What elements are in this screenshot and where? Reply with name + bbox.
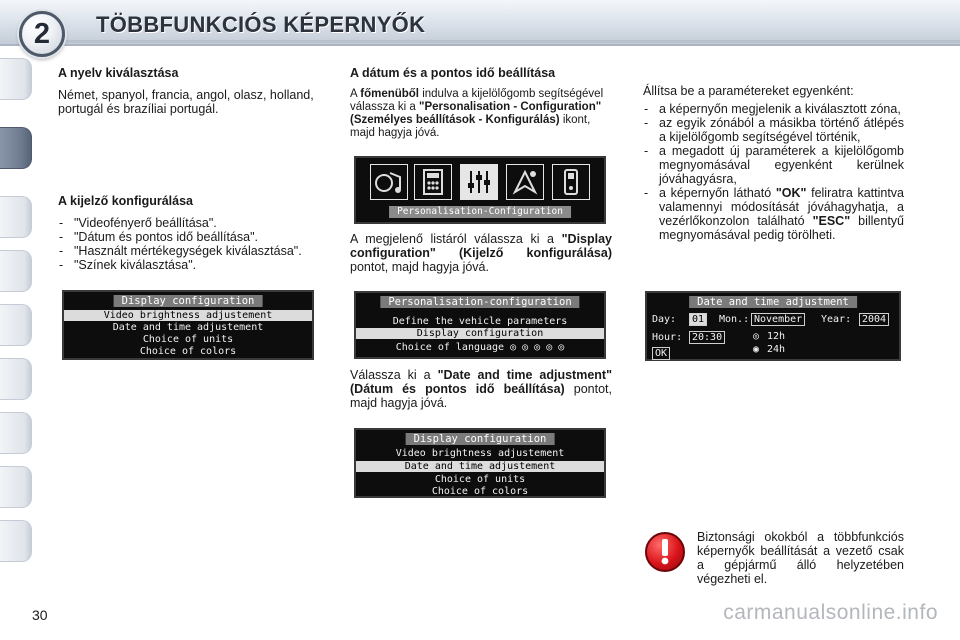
chapter-tab[interactable] (0, 196, 32, 238)
language-text: Német, spanyol, francia, angol, olasz, holland, portugál és brazíliai portugál. (58, 88, 314, 116)
screen-menu-row: Date and time adjustement (112, 322, 264, 333)
screen-menu-row: Choice of units (434, 474, 526, 485)
list-item: - "Dátum és pontos idő beállítása". (58, 230, 322, 244)
column-language-display (58, 66, 320, 116)
screen-caption: Personalisation-Configuration (389, 206, 571, 218)
watermark: carmanualsonline.info (723, 601, 938, 624)
list-item: - "Videofényerő beállítása". (58, 216, 322, 230)
chapter-tab[interactable] (0, 520, 32, 562)
personalisation-icons-screen (354, 156, 606, 224)
option-24h-label: 24h (767, 344, 786, 355)
navigation-icon (506, 164, 544, 200)
hour-field[interactable]: 20:30 (689, 331, 725, 344)
date-time-heading: A dátum és a pontos idő beállítása (350, 66, 556, 80)
safety-warning-text: Biztonsági okokból a többfunkciós képernyők beállítását a vezető csak a gépjármű álló helyzetében végezheti el. (697, 530, 904, 586)
exclamation-icon (645, 532, 685, 572)
language-heading: A nyelv kiválasztása (58, 66, 179, 80)
day-field[interactable]: 01 (689, 313, 707, 326)
screen-menu-row: Define the vehicle parameters (392, 316, 568, 327)
screen-title: Date and time adjustment (689, 296, 857, 308)
date-time-intro: A főmenüből indulva a kijelölőgomb segítségével válassza ki a "Personalisation - Configuration" (Személyes beállítások - Konfigurálás) ikont, majd hagyja jóvá. (350, 88, 604, 139)
display-config-section (58, 194, 322, 272)
screen-menu-row: Choice of colors (139, 346, 237, 357)
screen-menu-row-selected: Date and time adjustement (356, 461, 604, 472)
display-configuration-screen (62, 290, 314, 360)
list-item: - "Használt mértékegységek kiválasztása". (58, 244, 322, 258)
step-display-configuration (350, 232, 612, 274)
display-config-heading: A kijelző konfigurálása (58, 194, 193, 208)
step-text: Válassza ki a "Date and time adjustment" (Dátum és pontos idő beállítása) pontot, majd hagyja jóvá. (350, 368, 612, 410)
radio-12h-icon[interactable]: ◎ (753, 331, 760, 342)
audio-settings-icon (370, 164, 408, 200)
month-label: Mon.: (719, 314, 750, 325)
configuration-sliders-icon (460, 164, 498, 200)
ok-button[interactable]: OK (652, 347, 670, 360)
chapter-title: TÖBBFUNKCIÓS KÉPERNYŐK (96, 12, 426, 37)
screen-menu-row: Choice of units (142, 334, 234, 345)
personalisation-configuration-screen (354, 291, 606, 359)
chapter-tab[interactable] (0, 304, 32, 346)
radio-24h-icon[interactable]: ◉ (753, 344, 760, 355)
step-date-time (350, 368, 612, 410)
date-time-adjustment-screen (645, 291, 901, 361)
screen-menu-row-selected: Video brightness adjustement (64, 310, 312, 321)
screen-menu-row: Choice of colors (431, 486, 529, 497)
year-label: Year: (821, 314, 852, 325)
screen-title: Display configuration (406, 433, 555, 445)
display-configuration-screen-2 (354, 428, 606, 498)
chapter-tab-strip (0, 58, 34, 578)
parameters-intro: Állítsa be a paramétereket egyenként: (643, 84, 854, 98)
calculator-icon (414, 164, 452, 200)
month-field[interactable]: November (751, 313, 805, 326)
column-date-time (350, 66, 612, 140)
screen-menu-row: Video brightness adjustement (395, 448, 565, 459)
display-config-list (58, 216, 322, 272)
day-label: Day: (652, 314, 677, 325)
list-item: - a képernyőn megjelenik a kiválasztott zóna, (643, 102, 904, 116)
column-parameters (643, 84, 904, 242)
option-12h-label: 12h (767, 331, 786, 342)
chapter-tab-active[interactable] (0, 127, 32, 169)
list-item: - az egyik zónából a másikba történő átlépés a kijelölőgomb segítségével történik, (643, 116, 904, 144)
screen-menu-row: Choice of language ◎ ◎ ◎ ◎ ◎ (395, 342, 565, 353)
list-item: - "Színek kiválasztása". (58, 258, 322, 272)
chapter-tab[interactable] (0, 466, 32, 508)
hour-label: Hour: (652, 332, 683, 343)
page-number: 30 (32, 607, 48, 623)
year-field[interactable]: 2004 (859, 313, 889, 326)
parameters-list (643, 102, 904, 242)
chapter-number-badge: 2 (19, 11, 65, 57)
list-item: - a képernyőn látható "OK" feliratra kattintva valamennyi módosítását jóváhagyhatja, a vezérlőkonzolon található "ESC" billentyű megnyomásával pedig törölheti. (643, 186, 904, 242)
screen-title: Display configuration (114, 295, 263, 307)
phone-icon (552, 164, 590, 200)
chapter-tab[interactable] (0, 58, 32, 100)
chapter-tab[interactable] (0, 250, 32, 292)
list-item: - a megadott új paraméterek a kijelölőgomb megnyomásával egyenként kerülnek jóváhagyásra, (643, 144, 904, 186)
step-text: A megjelenő listáról válassza ki a "Display configuration" (Kijelző konfigurálása) pontot, majd hagyja jóvá. (350, 232, 612, 274)
screen-title: Personalisation-configuration (380, 296, 579, 308)
chapter-tab[interactable] (0, 412, 32, 454)
chapter-tab[interactable] (0, 358, 32, 400)
screen-menu-row-selected: Display configuration (356, 328, 604, 339)
